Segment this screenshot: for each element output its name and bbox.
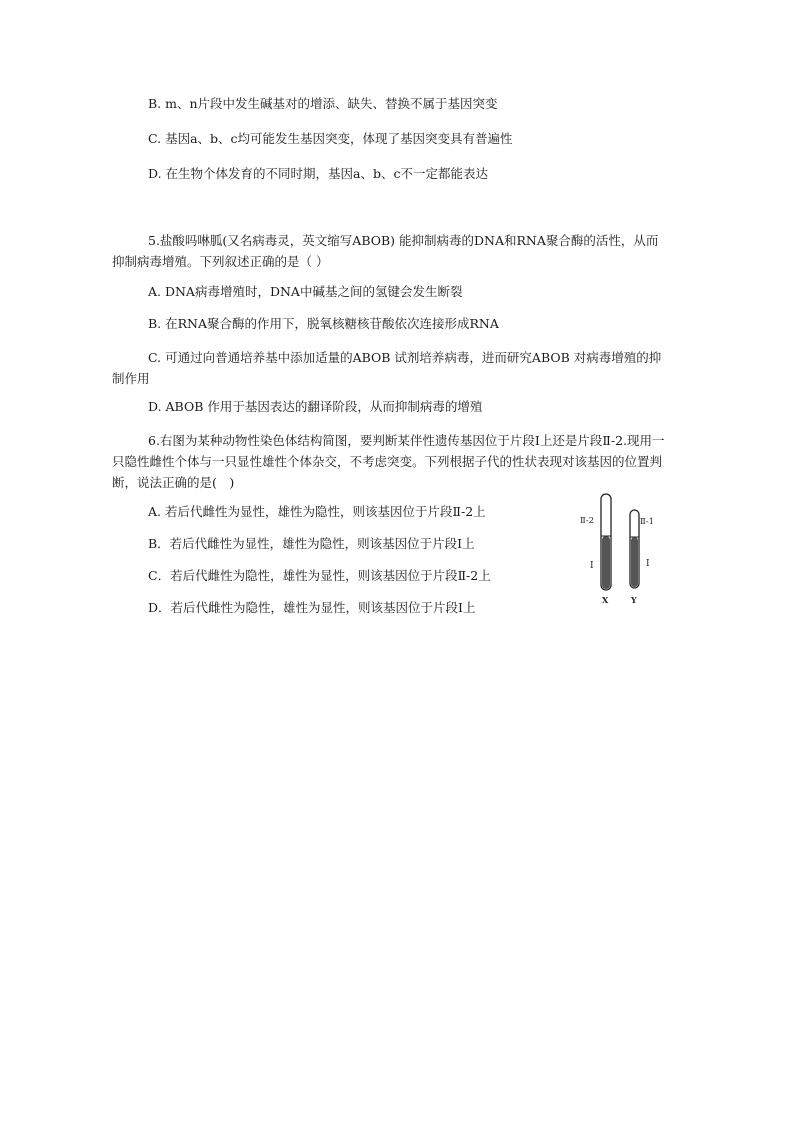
q5-option-c: C. 可通过向普通培养基中添加适量的ABOB 试剂培养病毒，进而研究ABOB 对病毒增殖的抑制作用	[112, 350, 662, 386]
y-chromosome-name: Y	[631, 595, 637, 605]
q5-option-d: D. ABOB 作用于基因表达的翻译阶段，从而抑制病毒的增殖	[148, 399, 483, 414]
y-label-segment-ii1: Ⅱ-1	[640, 517, 655, 527]
q6-option-d: D．若后代雌性为隐性，雄性为显性，则该基因位于片段Ⅰ上	[148, 600, 476, 615]
y-chromosome-segment-shaded	[631, 537, 638, 587]
q6-option-a: A. 若后代雌性为显性，雄性为隐性，则该基因位于片段Ⅱ-2上	[148, 504, 486, 519]
q5-option-b: B. 在RNA聚合酶的作用下，脱氧核糖核苷酸依次连接形成RNA	[148, 316, 499, 331]
q5-stem: 5.盐酸吗啉胍(又名病毒灵，英文缩写ABOB) 能抑制病毒的DNA和RNA聚合酶的活性，从而抑制病毒增殖。下列叙述正确的是（ ）	[112, 233, 659, 269]
q5-option-a: A. DNA病毒增殖时，DNA中碱基之间的氢键会发生断裂	[148, 284, 463, 299]
x-chromosome-segment-shaded	[602, 536, 610, 589]
q4-option-b: B. m、n片段中发生碱基对的增添、缺失、替换不属于基因突变	[148, 96, 498, 111]
q4-option-c: C. 基因a、b、c均可能发生基因突变，体现了基因突变具有普遍性	[148, 131, 513, 146]
x-label-segment-i: Ⅰ	[590, 561, 594, 571]
sex-chromosome-diagram	[580, 490, 670, 608]
q4-option-d: D. 在生物个体发育的不同时期，基因a、b、c不一定都能表达	[148, 166, 488, 181]
q6-option-b: B．若后代雌性为显性，雄性为隐性，则该基因位于片段Ⅰ上	[148, 536, 475, 551]
q6-stem: 6.右图为某种动物性染色体结构简图，要判断某伴性遗传基因位于片段Ⅰ上还是片段Ⅱ-2.现用一只隐性雌性个体与一只显性雄性个体杂交，不考虑突变。下列根据子代的性状表现对该基因的位置判断，说法正确的是( )	[112, 433, 665, 490]
x-label-segment-ii2: Ⅱ-2	[580, 516, 595, 526]
q6-option-c: C．若后代雌性为隐性，雄性为显性，则该基因位于片段Ⅱ-2上	[148, 568, 491, 583]
y-label-segment-i: Ⅰ	[646, 559, 650, 569]
x-chromosome-name: X	[602, 595, 609, 605]
sex-chromosome-figure	[580, 490, 670, 608]
